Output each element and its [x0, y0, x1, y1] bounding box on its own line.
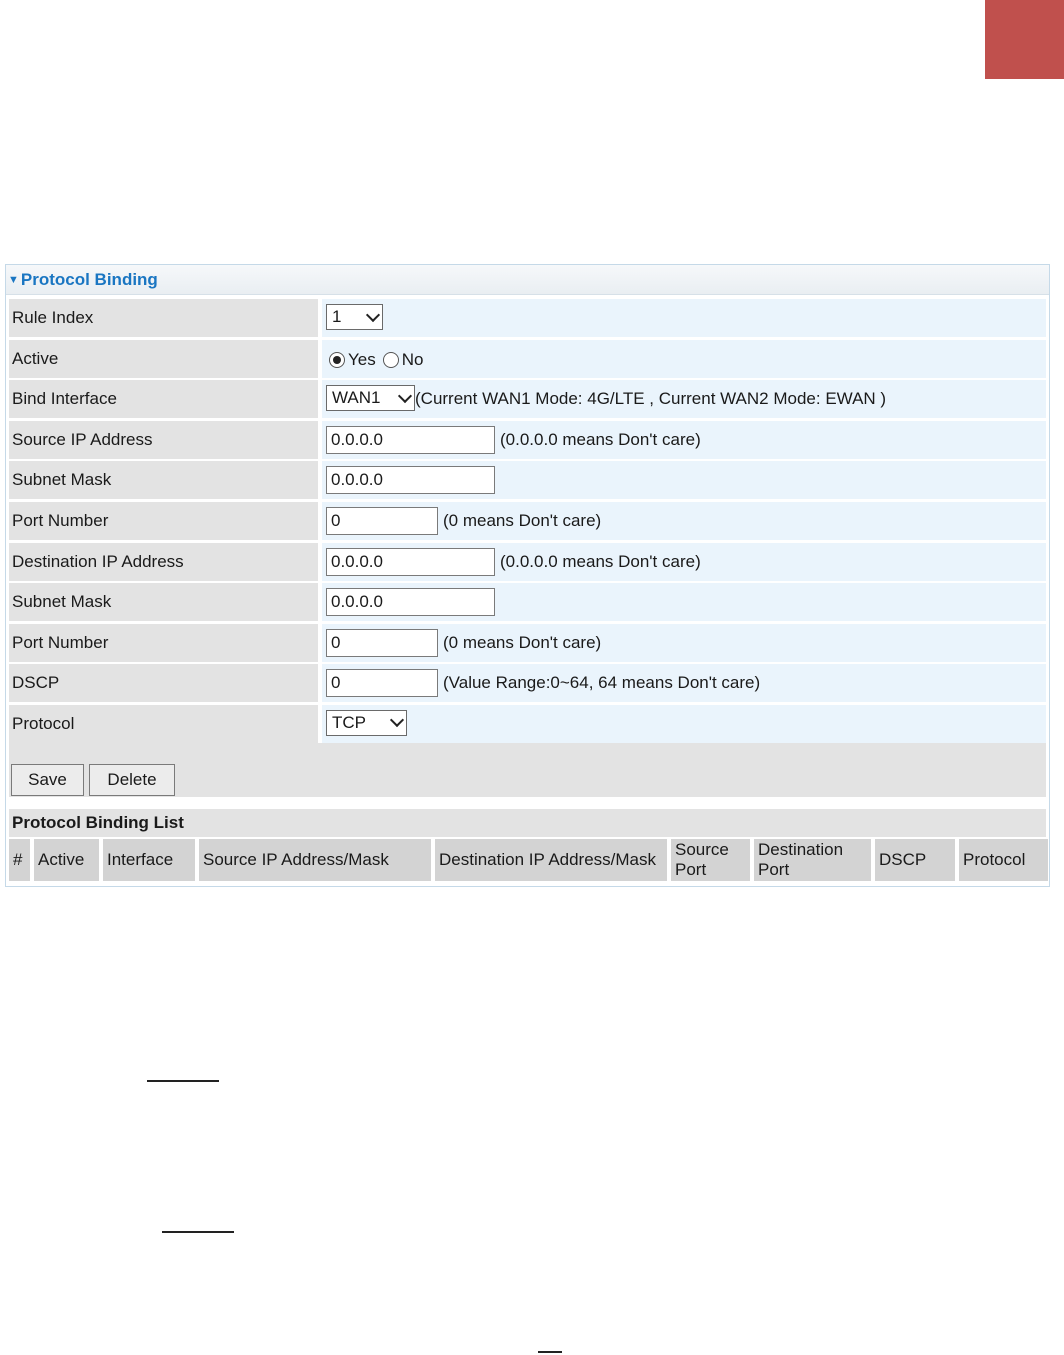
dest-ip-hint: (0.0.0.0 means Don't care) — [500, 551, 701, 571]
button-bar — [9, 743, 1046, 797]
active-cell — [322, 340, 1046, 378]
row-rule-index — [9, 299, 1046, 337]
protocol-label: Protocol — [9, 705, 318, 743]
source-mask-label: Subnet Mask — [9, 461, 318, 499]
column-header: # — [9, 839, 30, 881]
source-ip-hint: (0.0.0.0 means Don't care) — [500, 429, 701, 449]
dest-mask-label: Subnet Mask — [9, 583, 318, 621]
source-port-input[interactable] — [326, 507, 438, 535]
underline-mark — [162, 1231, 234, 1233]
source-port-cell — [322, 502, 1046, 540]
dscp-label: DSCP — [9, 664, 318, 702]
active-label: Active — [9, 340, 318, 378]
column-header: Source IP Address/Mask — [199, 839, 431, 881]
row-source-mask — [9, 461, 1046, 499]
row-dest-mask — [9, 583, 1046, 621]
column-header: Destination IP Address/Mask — [435, 839, 667, 881]
column-header: DSCP — [875, 839, 955, 881]
source-ip-input[interactable] — [326, 426, 495, 454]
collapse-triangle-icon[interactable]: ▼ — [8, 273, 19, 286]
bind-interface-select[interactable] — [326, 385, 415, 411]
chevron-down-icon — [366, 307, 380, 321]
row-dest-port — [9, 624, 1046, 662]
active-no-radio[interactable] — [383, 352, 399, 368]
dest-port-hint: (0 means Don't care) — [443, 632, 602, 652]
bind-interface-hint: (Current WAN1 Mode: 4G/LTE , Current WAN2 Mode: EWAN ) — [415, 389, 887, 409]
dscp-hint: (Value Range:0~64, 64 means Don't care) — [443, 673, 761, 693]
column-header: Protocol — [959, 839, 1048, 881]
source-port-label: Port Number — [9, 502, 318, 540]
protocol-select[interactable] — [326, 710, 407, 736]
row-bind-interface — [9, 380, 1046, 418]
rule-index-label: Rule Index — [9, 299, 318, 337]
chevron-down-icon — [398, 389, 412, 403]
rule-index-cell — [322, 299, 1046, 337]
protocol-binding-panel — [5, 264, 1050, 887]
protocol-cell — [322, 705, 1046, 743]
dest-port-input[interactable] — [326, 629, 438, 657]
save-button[interactable]: Save — [11, 764, 84, 796]
source-port-hint: (0 means Don't care) — [443, 510, 602, 530]
dest-mask-input[interactable] — [326, 588, 495, 616]
page-corner-tab — [985, 0, 1064, 79]
column-header: Destination Port — [754, 839, 871, 881]
source-ip-label: Source IP Address — [9, 421, 318, 459]
bind-interface-value: WAN1 — [332, 388, 381, 408]
row-source-port — [9, 502, 1046, 540]
bind-interface-cell — [322, 380, 1046, 418]
source-mask-cell — [322, 461, 1046, 499]
dest-port-cell — [322, 624, 1046, 662]
delete-button[interactable]: Delete — [89, 764, 175, 796]
dest-mask-cell — [322, 583, 1046, 621]
row-active — [9, 340, 1046, 378]
binding-list-title: Protocol Binding List — [9, 809, 1046, 837]
active-yes-label[interactable]: Yes — [348, 349, 376, 369]
row-source-ip — [9, 421, 1046, 459]
row-dest-ip — [9, 543, 1046, 581]
row-dscp — [9, 664, 1046, 702]
rule-index-value: 1 — [332, 307, 342, 326]
chevron-down-icon — [390, 713, 404, 727]
source-mask-input[interactable] — [326, 466, 495, 494]
form-rows — [9, 299, 1046, 746]
active-no-label[interactable]: No — [401, 349, 424, 369]
panel-header[interactable] — [6, 265, 1049, 295]
dest-ip-cell — [322, 543, 1046, 581]
bind-interface-label: Bind Interface — [9, 380, 318, 418]
dest-ip-label: Destination IP Address — [9, 543, 318, 581]
dest-ip-input[interactable] — [326, 548, 495, 576]
row-protocol — [9, 705, 1046, 743]
rule-index-select[interactable] — [326, 304, 383, 330]
protocol-value: TCP — [332, 712, 366, 732]
dscp-cell — [322, 664, 1046, 702]
panel-title: Protocol Binding — [20, 269, 158, 289]
column-header: Source Port — [671, 839, 750, 881]
column-header: Active — [34, 839, 99, 881]
dscp-input[interactable] — [326, 669, 438, 697]
active-yes-radio[interactable] — [329, 352, 345, 368]
active-radio-group — [326, 350, 430, 370]
underline-mark — [147, 1080, 219, 1082]
underline-mark — [538, 1351, 562, 1353]
binding-list-header — [9, 839, 1048, 881]
source-ip-cell — [322, 421, 1046, 459]
column-header: Interface — [103, 839, 195, 881]
dest-port-label: Port Number — [9, 624, 318, 662]
